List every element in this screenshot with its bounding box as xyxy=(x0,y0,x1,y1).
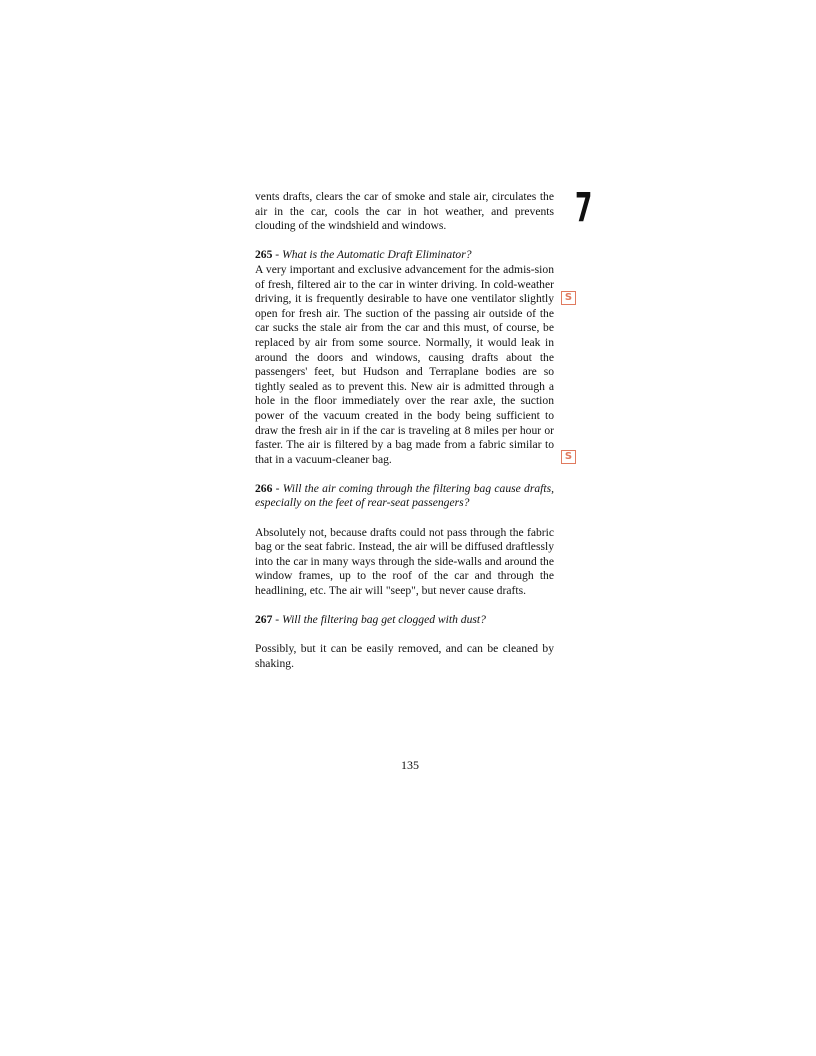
answer-266: Absolutely not, because drafts could not pass through the fabric bag or the seat fabric. Instead, the air will be diffused draftlessly into the car in many ways through the side-walls and around the window frames, up to the roof of the car and through the headlining, etc. The air will "seep", but never cause drafts. xyxy=(255,525,554,598)
chapter-number: 7 xyxy=(575,185,592,231)
answer-265: A very important and exclusive advancement for the admis-sion of fresh, filtered air to the car in winter driving. In cold-weather driving, it is frequently desirable to have one ventilator slightly open for fresh air. The suction of the passing air outside of the car sucks the stale air from the car and this must, of course, be replaced by air from some source. Normally, it would leak in around the doors and windows, causing drafts about the passengers' feet, but Hudson and Terraplane bodies are so tightly sealed as to prevent this. New air is admitted through a hole in the floor immediately over the rear axle, the suction power of the vacuum created in the body being sufficient to draw the fresh air in if the car is traveling at 8 miles per hour or faster. The air is filtered by a bag made from a fabric similar to that in a vacuum-cleaner bag. xyxy=(255,262,554,466)
paragraph-gap xyxy=(255,599,554,614)
paragraph-gap xyxy=(255,234,554,249)
question-text: Will the filtering bag get clogged with dust? xyxy=(282,613,486,627)
paragraph-gap xyxy=(255,467,554,482)
margin-tag-service: S xyxy=(561,291,576,305)
question-separator: - xyxy=(272,481,283,495)
question-266 xyxy=(255,482,554,511)
question-number: 267 xyxy=(255,613,273,627)
paragraph-gap xyxy=(255,628,554,643)
question-267 xyxy=(255,613,554,628)
answer-267: Possibly, but it can be easily removed, and can be cleaned by shaking. xyxy=(255,642,554,670)
page-number: 135 xyxy=(401,758,419,772)
question-number: 265 xyxy=(255,248,273,262)
question-265 xyxy=(255,248,554,263)
question-separator: - xyxy=(272,248,283,262)
margin-tag-service: S xyxy=(561,450,576,464)
intro-paragraph: vents drafts, clears the car of smoke and stale air, circulates the air in the car, cools the car in hot weather, and prevents clouding of the windshield and windows. xyxy=(255,190,554,233)
question-text: What is the Automatic Draft Eliminator? xyxy=(282,248,472,262)
question-separator: - xyxy=(272,613,283,627)
text-column xyxy=(255,190,554,672)
question-number: 266 xyxy=(255,481,273,495)
question-text: Will the air coming through the filtering bag cause drafts, especially on the feet of rear-seat passengers? xyxy=(255,481,554,510)
paragraph-gap xyxy=(255,511,554,526)
